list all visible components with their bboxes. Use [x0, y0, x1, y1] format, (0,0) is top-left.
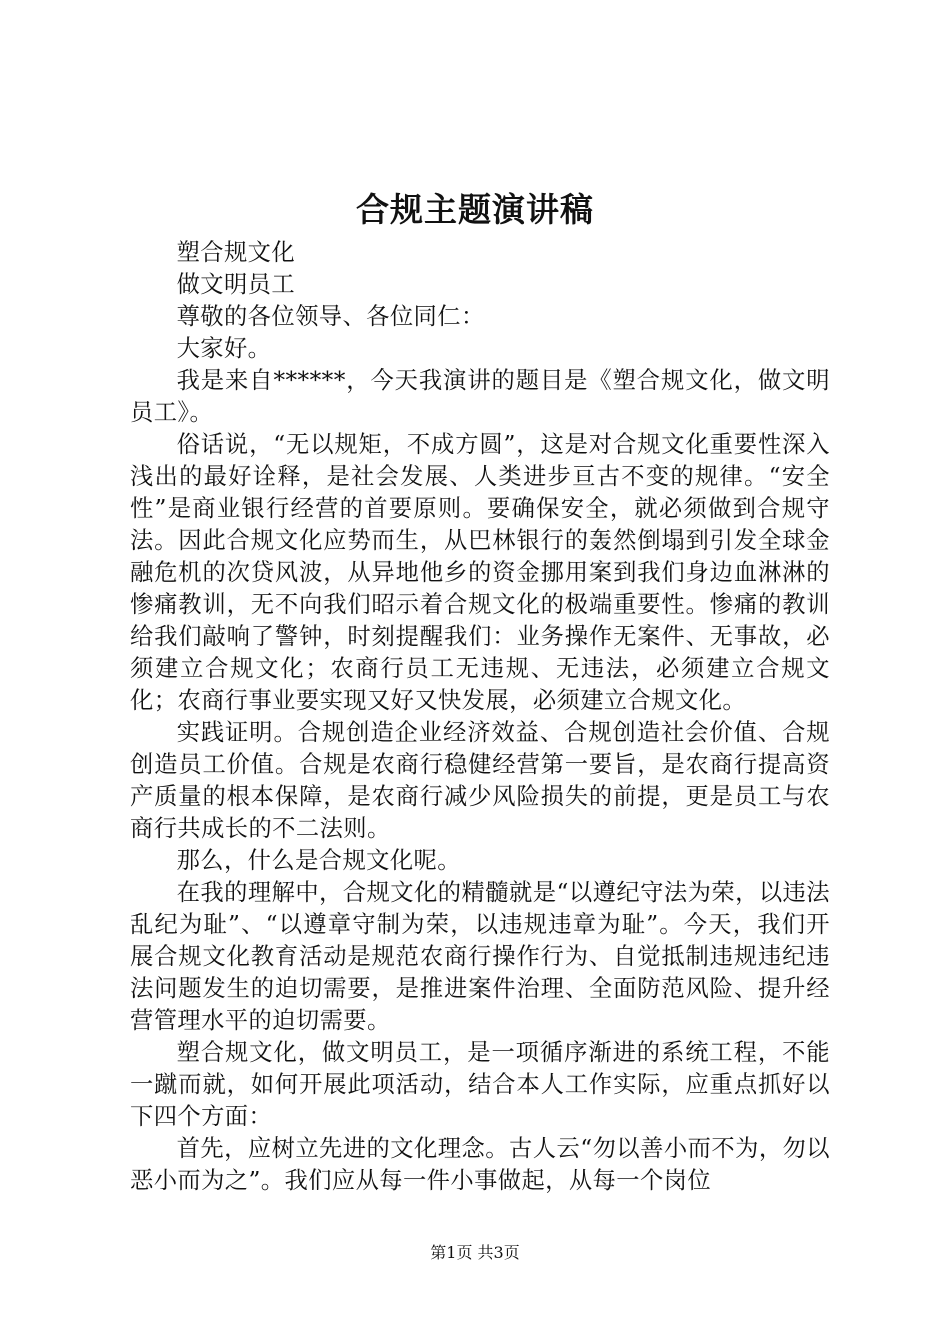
paragraph: 首先，应树立先进的文化理念。古人云“勿以善小而不为，勿以恶小而为之”。我们应从每一件小事做起，从每一个岗位 [130, 1135, 830, 1194]
page-footer: 第1页 共3页 [430, 1243, 520, 1262]
paragraph: 大家好。 [176, 335, 272, 362]
paragraph: 塑合规文化，做文明员工，是一项循序渐进的系统工程，不能一蹴而就，如何开展此项活动，结合本人工作实际，应重点抓好以下四个方面： [130, 1039, 830, 1130]
paragraph: 尊敬的各位领导、各位同仁： [176, 303, 485, 330]
document-title: 合规主题演讲稿 [356, 190, 594, 229]
paragraph: 实践证明。合规创造企业经济效益、合规创造社会价值、合规创造员工价值。合规是农商行稳健经营第一要旨，是农商行提高资产质量的根本保障，是农商行减少风险损失的前提，更是员工与农商行共成长的不二法则。 [130, 719, 830, 842]
paragraph: 那么，什么是合规文化呢。 [176, 847, 461, 874]
paragraph: 塑合规文化 [176, 239, 296, 266]
paragraph: 俗话说，“无以规矩，不成方圆”，这是对合规文化重要性深入浅出的最好诠释，是社会发展、人类进步亘古不变的规律。“安全性”是商业银行经营的首要原则。要确保安全，就必须做到合规守法。因此合规文化应势而生，从巴林银行的轰然倒塌到引发全球金融危机的次贷风波，从异地他乡的资金挪用案到我们身边血淋淋的惨痛教训，无不向我们昭示着合规文化的极端重要性。惨痛的教训给我们敲响了警钟，时刻提醒我们：业务操作无案件、无事故，必须建立合规文化；农商行员工无违规、无违法，必须建立合规文化；农商行事业要实现又好又快发展，必须建立合规文化。 [130, 431, 830, 714]
document-body [130, 237, 830, 1197]
paragraph: 在我的理解中，合规文化的精髓就是“以遵纪守法为荣，以违法乱纪为耻”、“以遵章守制为荣，以违规违章为耻”。今天，我们开展合规文化教育活动是规范农商行操作行为、自觉抵制违规违纪违法问题发生的迫切需要，是推进案件治理、全面防范风险、提升经营管理水平的迫切需要。 [130, 879, 830, 1034]
paragraph: 做文明员工 [176, 271, 296, 298]
paragraph: 我是来自******，今天我演讲的题目是《塑合规文化，做文明员工》。 [130, 367, 830, 426]
